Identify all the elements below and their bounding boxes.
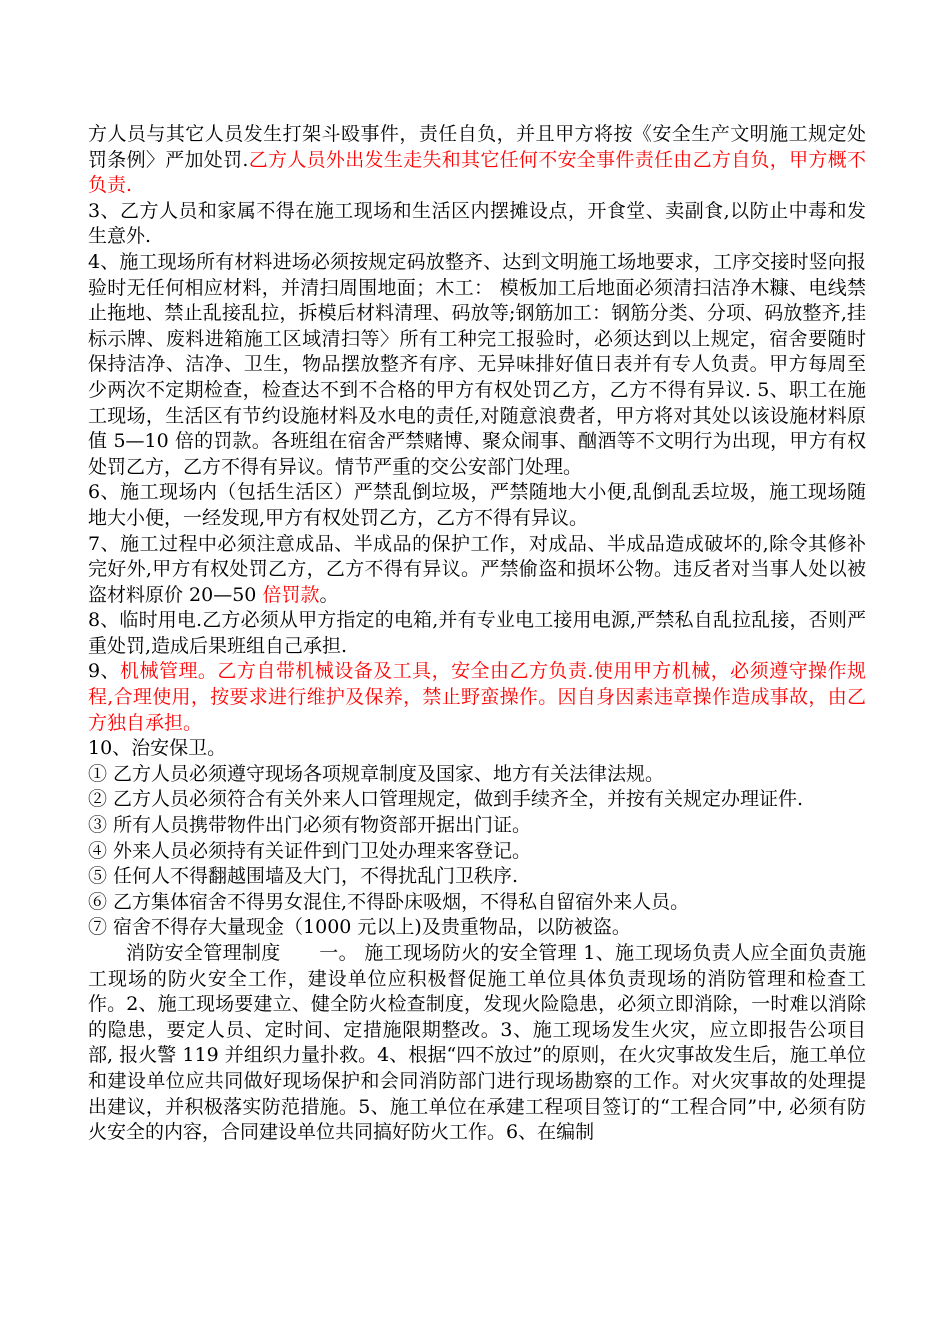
para-item-8 [88,608,866,659]
para-fighting-liability [88,122,866,199]
para-item-4-5 [88,250,866,480]
para-sub-1 [88,762,866,788]
body-text: 10、治安保卫。 [88,737,227,760]
body-text: 6、施工现场内（包括生活区）严禁乱倒垃圾，严禁随地大小便,乱倒乱丢垃圾，施工现场随地大小便，一经发现,甲方有权处罚乙方，乙方不得有异议。 [88,481,866,529]
body-text: 9、 [88,660,121,683]
body-text: 8、临时用电.乙方必须从甲方指定的电箱,并有专业电工接用电源,严禁私自乱拉乱接，否则严重处罚,造成后果班组自己承担. [88,609,866,657]
body-text: 消防安全管理制度 一。 施工现场防火的安全管理 1、施工现场负责人应全面负责施工现场的防火安全工作，建设单位应积极督促施工单位具体负责现场的消防管理和检查工作。2、施工现场要建立、健全防火检查制度，发现火险隐患，必须立即消除，一时难以消除的隐患，要定人员、定时间、定措施限期整改。3、施工现场发生火灾，应立即报告公项目部, 报火警 119 并组织力量扑救。4、根据“四不放过”的原则，在火灾事故发生后，施工单位和建设单位应共同做好现场保护和会同消防部门进行现场勘察的工作。对火灾事故的处理提出建议，并积极落实防范措施。5、施工单位在承建工程项目签订的“工程合同”中, 必须有防火安全的内容，合同建设单位共同搞好防火工作。6、在编制 [88,942,866,1144]
body-text: ⑥ 乙方集体宿舍不得男女混住,不得卧床吸烟，不得私自留宿外来人员。 [88,890,690,913]
para-sub-2 [88,787,866,813]
body-text: 3、乙方人员和家属不得在施工现场和生活区内摆摊设点，开食堂、卖副食,以防止中毒和发生意外. [88,199,866,248]
body-text: ① 乙方人员必须遵守现场各项规章制度及国家、地方有关法律法规。 [88,762,665,785]
highlighted-text: 倍罚款 [262,583,320,606]
para-item-10 [88,736,866,762]
para-sub-4 [88,839,866,865]
para-fire-safety [88,941,866,1146]
document-page [88,122,866,1146]
para-item-7 [88,532,866,609]
body-text: 7、施工过程中必须注意成品、半成品的保护工作，对成品、半成品造成破坏的,除令其修补完好外,甲方有权处罚乙方，乙方不得有异议。严禁偷盗和损坏公物。违反者对当事人处以被盗材料原价 20—50 [88,532,866,606]
para-sub-6 [88,890,866,916]
para-sub-3 [88,813,866,839]
para-sub-7 [88,915,866,941]
highlighted-text: 机械管理。乙方自带机械设备及工具，安全由乙方负责.使用甲方机械，必须遵守操作规程,合理使用，按要求进行维护及保养，禁止野蛮操作。因自身因素违章操作造成事故，由乙方独自承担。 [88,660,867,734]
body-text: ⑦ 宿舍不得存大量现金（1000 元以上)及贵重物品，以防被盗。 [88,916,631,939]
body-text: 。 [319,583,339,606]
body-text: 方人员与其它人员发生打架斗殴事件，责任自负，并且甲方将按《安全生产文明施工规定处罚条例〉严加处罚. [88,123,866,171]
body-text: ⑤ 任何人不得翻越围墙及大门，不得扰乱门卫秩序. [88,865,519,888]
highlighted-text: 乙方人员外出发生走失和其它任何不安全事件责任由乙方自负，甲方概不负责. [88,148,866,197]
para-sub-5 [88,864,866,890]
body-text: ④ 外来人员必须持有关证件到门卫处办理来客登记。 [88,839,532,862]
body-text: 4、施工现场所有材料进场必须按规定码放整齐、达到文明施工场地要求，工序交接时竖向报验时无任何相应材料，并清扫周围地面；木工： 模板加工后地面必须清扫洁净木糠、电线禁止拖地、禁止乱接乱拉，拆模后材料清理、码放等;钢筋加工：钢筋分类、分项、码放整齐,挂标示牌、废料进箱施工区域清扫等〉所有工种完工报验时，必须达到以上规定，宿舍要随时保持洁净、洁净、卫生，物品摆放整齐有序、无异味排好值日表并有专人负责。甲方每周至少两次不定期检查，检查达不到不合格的甲方有权处罚乙方，乙方不得有异议. 5、职工在施工现场，生活区有节约设施材料及水电的责任,对随意浪费者，甲方将对其处以该设施材料原值 5—10 倍的罚款。各班组在宿舍严禁赌博、聚众闹事、酗酒等不文明行为出现，甲方有权处罚乙方，乙方不得有异议。情节严重的交公安部门处理。 [88,250,866,478]
para-item-3 [88,199,866,250]
para-item-6 [88,480,866,531]
para-item-9 [88,659,866,736]
body-text: ② 乙方人员必须符合有关外来人口管理规定，做到手续齐全，并按有关规定办理证件. [88,788,804,811]
body-text: ③ 所有人员携带物件出门必须有物资部开据出门证。 [88,814,532,837]
